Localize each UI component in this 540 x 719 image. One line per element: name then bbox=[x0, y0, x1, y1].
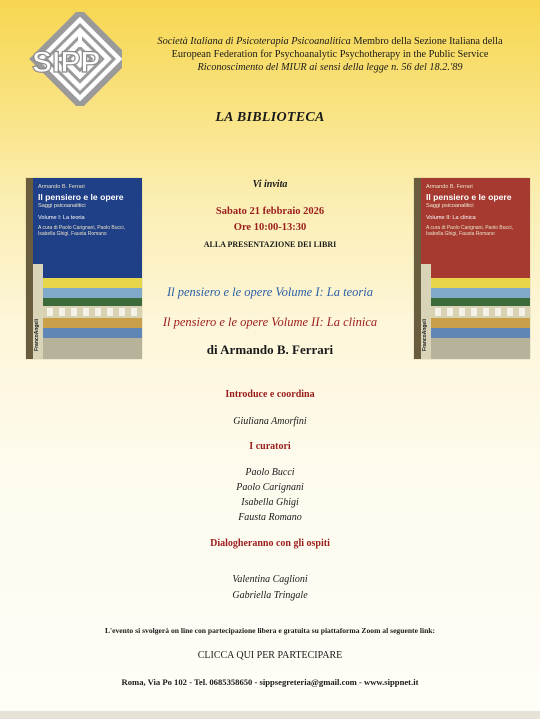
online-note: L'evento si svolgerà on line con partecipazione libera e gratuita su piattaforma Zoom al seguente link: bbox=[104, 626, 436, 635]
book-author: di Armando B. Ferrari bbox=[206, 342, 334, 357]
society-name: Società Italiana di Psicoterapia Psicoanalitica bbox=[157, 36, 351, 47]
curatore-name: Paolo Carignani bbox=[236, 482, 304, 493]
page-title: LA BIBLIOTECA bbox=[215, 110, 325, 125]
curatori-label: I curatori bbox=[249, 441, 291, 452]
join-link[interactable]: CLICCA QUI PER PARTECIPARE bbox=[197, 650, 343, 661]
curatore-name: Paolo Bucci bbox=[245, 467, 295, 478]
book-title-volume-1: Il pensiero e le opere Volume I: La teoria bbox=[167, 285, 373, 299]
contacts: Roma, Via Po 102 - Tel. 0685358650 - sippsegreteria@gmail.com - www.sippnet.it bbox=[121, 677, 419, 687]
cover-title: Il pensiero e le opere bbox=[426, 192, 512, 202]
guest-name: Gabriella Tringale bbox=[232, 590, 308, 601]
curatore-name: Fausta Romano bbox=[238, 512, 302, 523]
book-title-volume-2: Il pensiero e le opere Volume II: La clinica bbox=[162, 315, 378, 329]
cover-curators: A cura di Paolo Carignani, Paolo Bucci, Isabella Ghigi, Fausta Romano bbox=[38, 225, 125, 237]
introduce-name: Giuliana Amorfini bbox=[233, 416, 307, 427]
curatore-name: Isabella Ghigi bbox=[241, 497, 299, 508]
cover-publisher: FrancoAngeli bbox=[34, 319, 40, 351]
cover-volume: Volume II: La clinica bbox=[426, 215, 476, 221]
bottom-divider bbox=[0, 711, 540, 719]
dialog-label: Dialogheranno con gli ospiti bbox=[210, 538, 330, 549]
logo-text: SIPP bbox=[32, 46, 101, 79]
vi-invita: Vi invita bbox=[252, 179, 288, 190]
header-line-3: Riconoscimento del MIUR ai sensi della legge n. 56 del 18.2.'89 bbox=[197, 62, 463, 73]
event-time: Ore 10:00-13:30 bbox=[233, 222, 307, 233]
header-line-1 bbox=[132, 35, 528, 48]
cover-title: Il pensiero e le opere bbox=[38, 192, 124, 202]
cover-subtitle: Saggi psicoanalitici bbox=[38, 203, 86, 209]
introduce-label: Introduce e coordina bbox=[225, 389, 315, 400]
membership-text: Membro della Sezione Italiana della bbox=[350, 36, 503, 47]
cover-author: Armando B. Ferrari bbox=[38, 184, 85, 190]
cover-curators: A cura di Paolo Carignani, Paolo Bucci, Isabella Ghigi, Fausta Romano bbox=[426, 225, 513, 237]
cover-subtitle: Saggi psicoanalitici bbox=[426, 203, 474, 209]
cover-publisher: FrancoAngeli bbox=[422, 319, 428, 351]
presentation-label: ALLA PRESENTAZIONE DEI LIBRI bbox=[203, 240, 337, 249]
cover-volume: Volume I: La teoria bbox=[38, 215, 85, 221]
guest-name: Valentina Caglioni bbox=[232, 574, 308, 585]
event-date: Sabato 21 febbraio 2026 bbox=[215, 206, 325, 217]
cover-author: Armando B. Ferrari bbox=[426, 184, 473, 190]
header-line-2: European Federation for Psychoanalytic Psychotherapy in the Public Service bbox=[171, 49, 489, 60]
sipp-logo bbox=[10, 12, 122, 106]
